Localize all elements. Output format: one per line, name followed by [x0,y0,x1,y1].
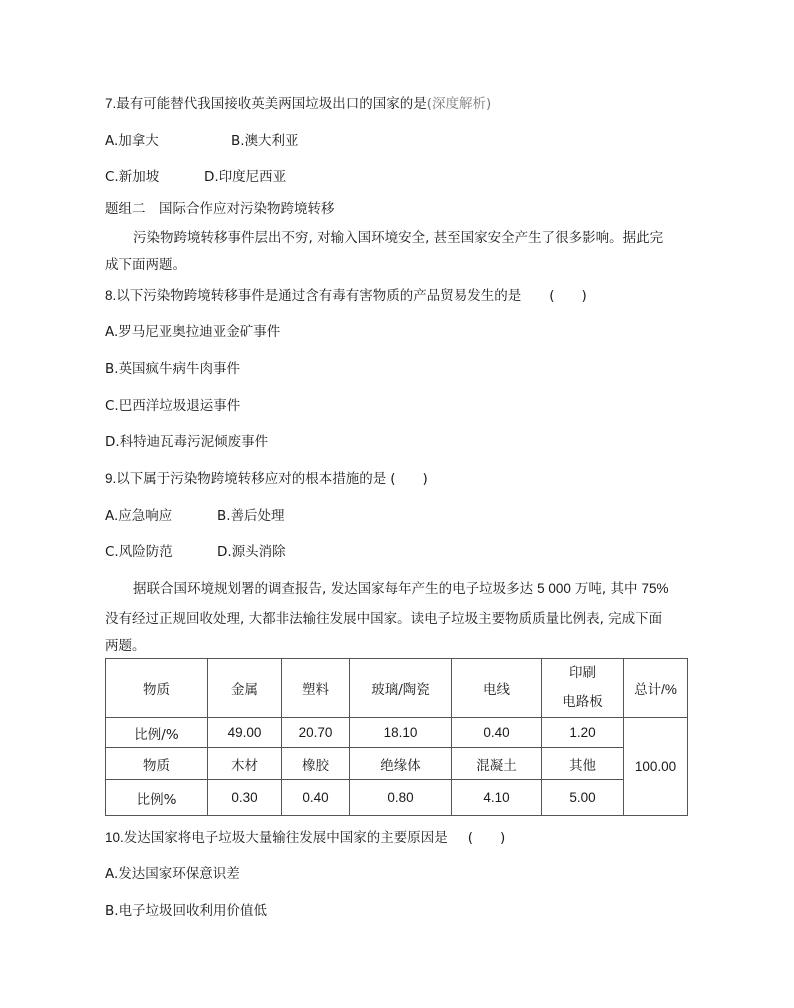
question-10-option-b: B.电子垃圾回收利用价值低 [105,903,268,919]
question-7-options-row-2 [105,167,286,187]
question-text: 以下污染物跨境转移事件是通过含有毒有害物质的产品贸易发生的是 [116,288,522,304]
table-cell: 电线 [452,659,542,718]
option-d: D.印度尼西亚 [204,169,287,185]
e-waste-composition-table [105,658,688,816]
option-c: C.风险防范 [105,544,173,560]
passage-line-3: 两题。 [105,638,146,654]
table-cell: 印刷 电路板 [542,659,624,718]
table-cell: 绝缘体 [350,748,452,780]
group-intro-line-2: 成下面两题。 [105,257,186,273]
question-9-options-row-2 [105,542,286,562]
option-b: B.善后处理 [217,508,285,524]
question-8-option-c: C.巴西洋垃圾退运事件 [105,398,241,414]
passage-line-2: 没有经过正规回收处理, 大都非法输往发展中国家。读电子垃圾主要物质质量比例表, 完成下面 [105,611,663,627]
question-text: 发达国家将电子垃圾大量输往发展中国家的主要原因是 [123,830,448,846]
option-c: C.新加坡 [105,169,160,185]
question-7-stem [105,94,491,114]
question-number: 7. [105,96,117,111]
table-cell: 0.80 [350,780,452,816]
table-cell: 物质 [106,748,208,780]
answer-blank: ( ) [390,471,428,487]
table-cell: 49.00 [208,718,282,748]
question-10-stem [105,828,505,848]
table-cell: 木材 [208,748,282,780]
table-cell: 0.40 [282,780,350,816]
table-cell: 5.00 [542,780,624,816]
analysis-note: (深度解析) [426,96,492,112]
group-intro-line-1: 污染物跨境转移事件层出不穷, 对输入国环境安全, 甚至国家安全产生了很多影响。据此完 [133,230,664,246]
option-a: A.应急响应 [105,508,173,524]
table-cell: 金属 [208,659,282,718]
group-heading: 题组二 国际合作应对污染物跨境转移 [105,201,335,217]
table-row [106,659,688,718]
question-number: 8. [105,288,117,303]
table-cell: 玻璃/陶瓷 [350,659,452,718]
question-8-option-b: B.英国疯牛病牛肉事件 [105,361,241,377]
question-9-options-row-1 [105,506,285,526]
table-cell: 0.40 [452,718,542,748]
table-cell: 20.70 [282,718,350,748]
question-text: 以下属于污染物跨境转移应对的根本措施的是 [116,471,387,487]
passage-line-1: 据联合国环境规划署的调查报告, 发达国家每年产生的电子垃圾多达 5 000 万吨, 其中 75% [133,581,669,597]
table-cell: 1.20 [542,718,624,748]
question-10-option-a: A.发达国家环保意识差 [105,866,240,882]
question-8-option-a: A.罗马尼亚奥拉迪亚金矿事件 [105,324,281,340]
question-9-stem [105,469,428,489]
table-cell: 0.30 [208,780,282,816]
question-text: 最有可能替代我国接收英美两国垃圾出口的国家的是 [116,96,427,112]
option-a: A.加拿大 [105,133,159,149]
answer-blank: ( ) [467,830,506,846]
table-cell: 18.10 [350,718,452,748]
table-cell: 其他 [542,748,624,780]
question-8-option-d: D.科特迪瓦毒污泥倾废事件 [105,434,269,450]
question-number: 9. [105,471,117,486]
table-cell-total: 100.00 [624,718,688,816]
question-number: 10. [105,830,124,845]
table-cell: 4.10 [452,780,542,816]
option-b: B.澳大利亚 [231,133,299,149]
answer-blank: ( ) [549,288,587,304]
table-row [106,748,688,780]
table-cell: 物质 [106,659,208,718]
table-cell: 塑料 [282,659,350,718]
table-cell: 比例/% [106,718,208,748]
table-cell: 比例% [106,780,208,816]
option-d: D.源头消除 [217,544,286,560]
question-7-options-row-1 [105,131,299,151]
table-row [106,718,688,748]
table-cell: 总计/% [624,659,688,718]
question-8-stem [105,286,587,306]
table-cell: 橡胶 [282,748,350,780]
table-cell: 混凝土 [452,748,542,780]
table-row [106,780,688,816]
